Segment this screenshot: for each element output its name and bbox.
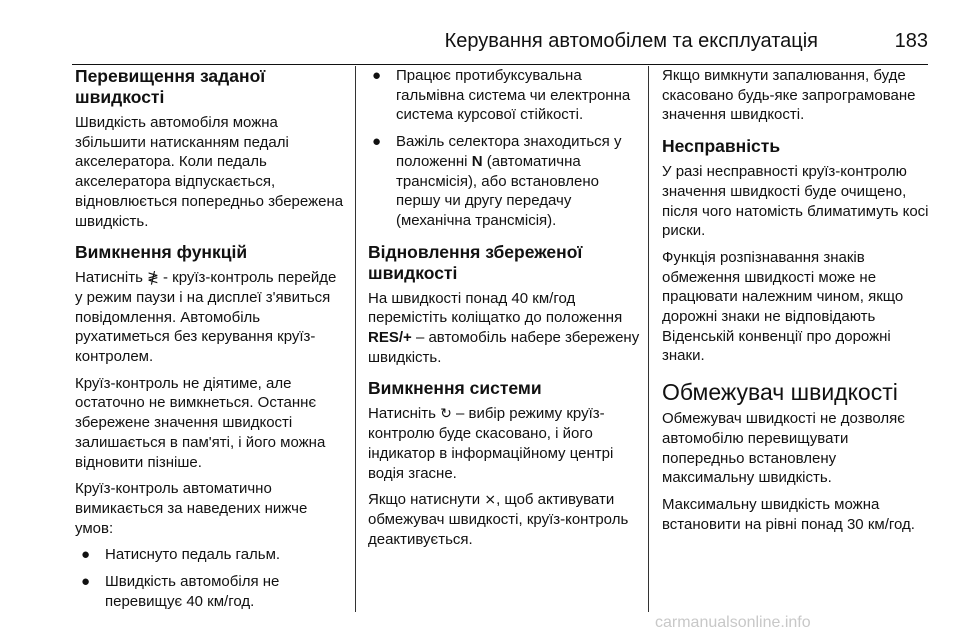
para-sign-recognition: Функція розпізнавання знаків обмеження швидкості може не працювати належним чином, якщо дорожні знаки не відповідають Віденській конвенції про дорожні знаки. — [662, 248, 904, 365]
para-limiter-b: , щоб активувати обмежувач швидкості, круїз-контроль деактивується. — [368, 491, 629, 548]
page-title: Керування автомобілем та експлуатація — [444, 30, 818, 52]
speed-limiter-icon: ⨯ — [484, 491, 497, 508]
bullet-icon: ● — [81, 573, 91, 591]
bullet-icon: ● — [372, 133, 382, 151]
list-item — [81, 572, 347, 611]
list-item-text: Працює протибуксувальна гальмівна система чи електронна система курсової стійкості. — [396, 67, 631, 124]
list-item-text: Швидкість автомобіля не перевищує 40 км/год. — [105, 573, 280, 610]
list-item — [81, 545, 347, 565]
heading-speed-limiter: Обмежувач швидкості — [662, 379, 898, 406]
list-item-text-a: Важіль селектора знаходиться у положенні — [396, 133, 622, 170]
list-item-text-c: (автоматична трансмісія), або встановлено першу чи другу передачу (механічна трансмісія). — [396, 152, 600, 229]
column-divider-1 — [355, 66, 356, 612]
column-divider-2 — [648, 66, 649, 612]
watermark: carmanualsonline.info — [655, 614, 811, 631]
auto-off-list — [75, 545, 347, 611]
list-item-text: Натиснуто педаль гальм. — [105, 546, 281, 564]
para-deactivate-a: Натисніть — [75, 269, 143, 287]
cruise-pause-icon: ≹ — [147, 269, 159, 286]
para-restore-c: – автомобіль набере збережену швидкість. — [368, 329, 640, 366]
para-restore — [368, 289, 640, 368]
heading-deactivate: Вимкнення функцій — [75, 242, 248, 263]
heading-fault: Несправність — [662, 136, 781, 157]
heading-restore-speed: Відновлення збереженої швидкості — [368, 241, 583, 283]
para-system-off — [368, 404, 640, 483]
auto-off-list-cont — [368, 66, 640, 231]
bullet-icon: ● — [372, 67, 382, 84]
list-item — [372, 66, 640, 125]
para-fault: У разі несправності круїз-контролю значення швидкості буде очищено, після чого натомість блиматимуть косі риски. — [662, 163, 929, 240]
para-limiter-activate — [368, 490, 640, 549]
para-limiter-1: Обмежувач швидкості не дозволяє автомобілю перевищувати попередньо встановлену максимальну швидкість. — [662, 410, 905, 487]
column-1 — [75, 66, 347, 618]
page-header — [72, 30, 928, 60]
heading-system-off: Вимкнення системи — [368, 378, 542, 399]
para-system-off-b: – вибір режиму круїз-контролю буде скасовано, і його індикатор в інформаційному центрі водія згасне. — [368, 405, 614, 482]
bullet-icon: ● — [81, 546, 91, 564]
para-exceed-speed: Швидкість автомобіля можна збільшити натисканням педалі акселератора. Коли педаль акселератора відпускається, відновлюється попередньо збережена швидкість. — [75, 114, 344, 230]
para-deactivate — [75, 268, 347, 367]
para-restore-a: На швидкості понад 40 км/год перемістіть коліщатко до положення — [368, 289, 623, 327]
header-rule — [72, 64, 928, 65]
list-item — [372, 132, 640, 231]
page-number: 183 — [894, 30, 928, 52]
para-inactive: Круїз-контроль не діятиме, але остаточно не вимкнеться. Останнє збережене значення швидкості залишається в пам'яті, і його можна відновити пізніше. — [75, 374, 326, 471]
para-limiter-a: Якщо натиснути — [368, 491, 481, 509]
column-2 — [368, 66, 640, 556]
cruise-mode-icon: ↻ — [440, 405, 452, 422]
para-deactivate-b: - круїз-контроль перейде у режим паузи і на дисплеї з'явиться повідомлення. Автомобіль рухатиметься без керування круїз-контролем. — [75, 269, 337, 366]
res-plus-label: RES/+ — [368, 329, 412, 347]
column-3 — [662, 66, 932, 541]
para-auto-off: Круїз-контроль автоматично вимикається за наведених нижче умов: — [75, 480, 308, 537]
para-system-off-a: Натисніть — [368, 405, 436, 423]
para-ignition-off: Якщо вимкнути запалювання, буде скасовано будь-яке запрограмоване значення швидкості. — [662, 67, 916, 124]
para-limiter-2: Максимальну швидкість можна встановити на рівні понад 30 км/год. — [662, 495, 915, 533]
heading-exceed-speed: Перевищення заданої швидкості — [75, 66, 266, 107]
gear-position-n: N — [471, 152, 483, 170]
